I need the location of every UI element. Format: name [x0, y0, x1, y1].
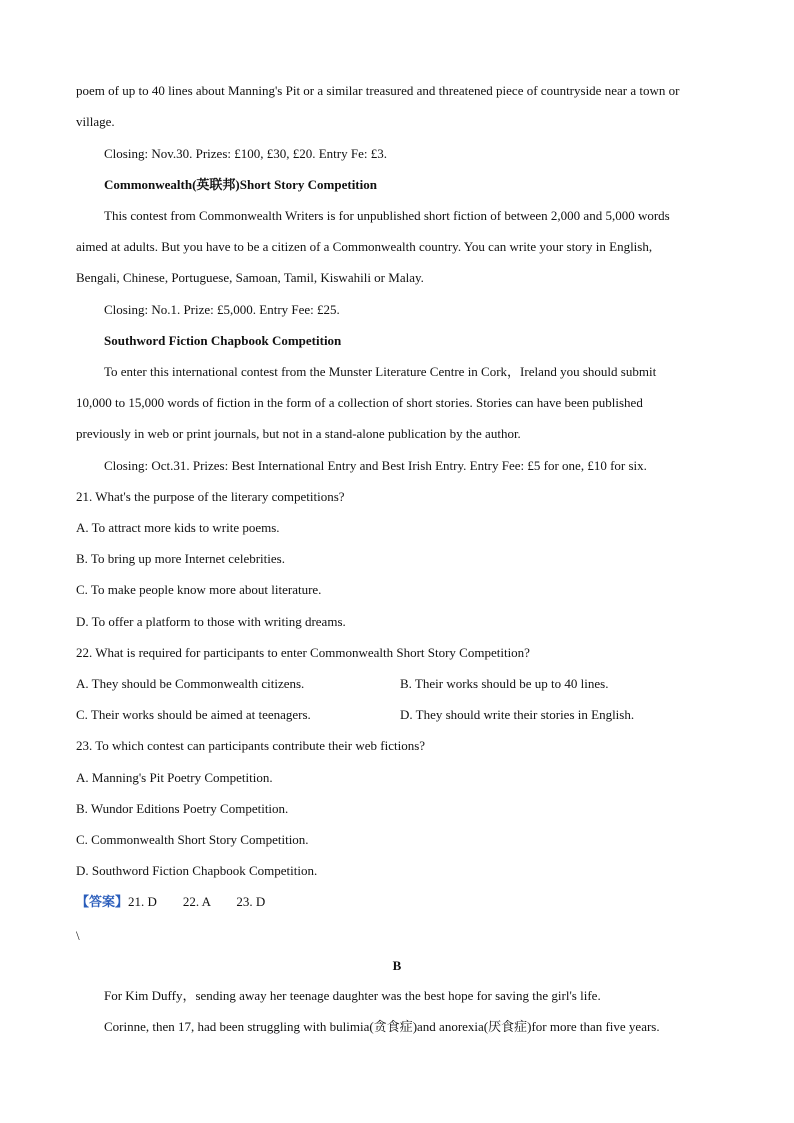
closing-info: Closing: Oct.31. Prizes: Best International Entry and Best Irish Entry. Entry Fee: £5 for one, £10 for six. — [104, 458, 647, 473]
section-title: Southword Fiction Chapbook Competition — [104, 333, 342, 348]
body-text: This contest from Commonwealth Writers is for unpublished short fiction of between 2,000 and 5,000 words — [104, 208, 670, 223]
body-text: village. — [76, 114, 115, 129]
body-text: For Kim Duffy，sending away her teenage daughter was the best hope for saving the girl's life. — [104, 988, 601, 1003]
closing-info: Closing: No.1. Prize: £5,000. Entry Fee: £25. — [104, 302, 340, 317]
question-stem: 21. What's the purpose of the literary competitions? — [76, 489, 345, 504]
body-text: Bengali, Chinese, Portuguese, Samoan, Tamil, Kiswahili or Malay. — [76, 270, 424, 285]
option-d: D. To offer a platform to those with writing dreams. — [76, 614, 346, 629]
answer-values: 21. D 22. A 23. D — [128, 894, 266, 909]
question-stem: 23. To which contest can participants contribute their web fictions? — [76, 738, 426, 753]
option-d: D. Southword Fiction Chapbook Competition. — [76, 863, 318, 878]
option-c: C. Their works should be aimed at teenagers. — [76, 707, 311, 722]
body-text: previously in web or print journals, but not in a stand-alone publication by the author. — [76, 426, 521, 441]
option-d: D. They should write their stories in English. — [400, 707, 635, 722]
option-a: A. Manning's Pit Poetry Competition. — [76, 770, 273, 785]
answer-key — [76, 894, 265, 910]
option-b: B. Their works should be up to 40 lines. — [400, 676, 609, 691]
backslash-mark: \ — [76, 928, 80, 943]
body-text: Corinne, then 17, had been struggling with bulimia(贪食症)and anorexia(厌食症)for more than five years. — [104, 1019, 660, 1034]
body-text: aimed at adults. But you have to be a citizen of a Commonwealth country. You can write your story in English, — [76, 239, 653, 254]
option-b: B. To bring up more Internet celebrities. — [76, 551, 285, 566]
question-stem: 22. What is required for participants to enter Commonwealth Short Story Competition? — [76, 645, 530, 660]
closing-info: Closing: Nov.30. Prizes: £100, £30, £20. Entry Fe: £3. — [104, 146, 387, 161]
option-c: C. To make people know more about literature. — [76, 582, 322, 597]
answer-tag: 【答案】 — [76, 894, 129, 909]
option-b: B. Wundor Editions Poetry Competition. — [76, 801, 289, 816]
body-text: To enter this international contest from the Munster Literature Centre in Cork，Ireland you should submit — [104, 364, 657, 379]
body-text: 10,000 to 15,000 words of fiction in the form of a collection of short stories. Stories can have been published — [76, 395, 643, 410]
body-text: poem of up to 40 lines about Manning's Pit or a similar treasured and threatened piece of countryside near a town or — [76, 83, 680, 98]
passage-heading: B — [392, 958, 402, 973]
option-a: A. They should be Commonwealth citizens. — [76, 676, 305, 691]
section-title: Commonwealth(英联邦)Short Story Competition — [104, 177, 377, 192]
option-c: C. Commonwealth Short Story Competition. — [76, 832, 309, 847]
option-a: A. To attract more kids to write poems. — [76, 520, 280, 535]
